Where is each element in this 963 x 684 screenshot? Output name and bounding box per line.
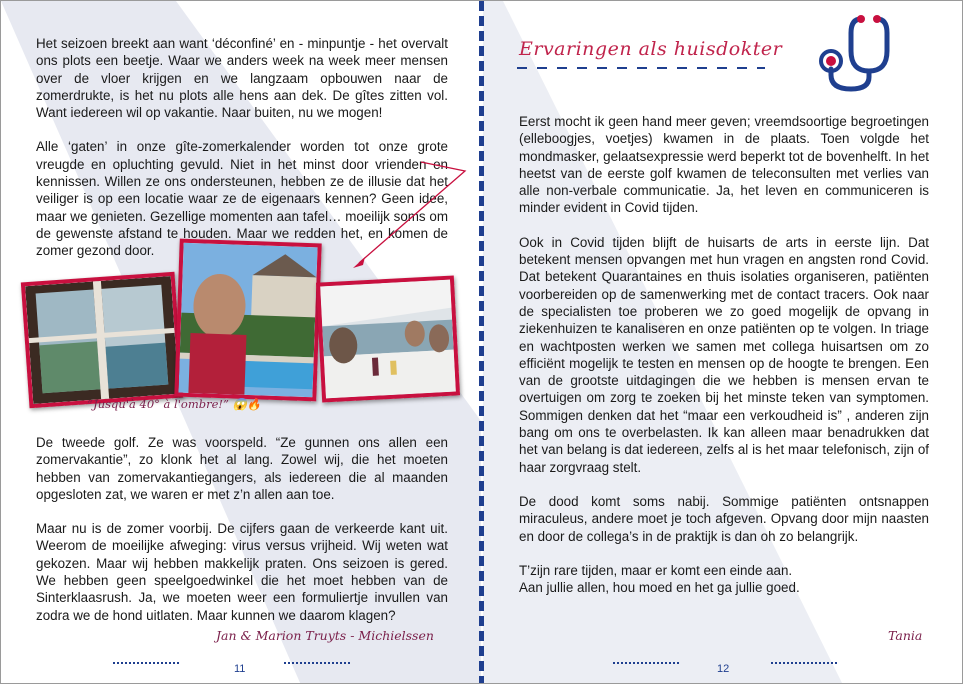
- page-number-dots-right-2: [771, 662, 837, 665]
- paragraph: Ook in Covid tijden blijft de huisarts de arts in eerste lijn. Dat betekent mensen opvangen met hun vragen en angsten rond Covid. Dat betekent Quarantaines en thuis isolaties organiseren, patiënten voorbereiden op de samenwerking met de contact tracers. Ook naar de specialisten toe proberen we zo goed mogelijk de opvang in ziekenhuizen te kanaliseren en onze patiënten op te volgen. In triage en wachtposten werken we samen met collega huisartsen om zo efficiënt mogelijk te testen en mensen op de hoogte te brengen. Een van de grootste uitdagingen die we hebben is mensen ervan te overtuigen om zorg te zoeken bij het minste teken van symptomen. Sommigen denken dat het “maar een verkoudheid is” , anderen zijn bang om ons te overbelasten. Ik kan alleen maar benadrukken dat het van belang is dat iedereen, zelfs al is het maar telefonisch, zijn of haar zorgvraag stelt.: [519, 234, 929, 475]
- paragraph: T’zijn rare tijden, maar er komt een einde aan. Aan jullie allen, hou moed en het ga jullie goed.: [519, 562, 800, 596]
- spine-dashes: [479, 1, 484, 684]
- left-signature: Jan & Marion Truyts - Michielssen: [216, 628, 434, 643]
- article-title: Ervaringen als huisdokter: [519, 38, 783, 60]
- paragraph: Maar nu is de zomer voorbij. De cijfers gaan de verkeerde kant uit. Weerom de moeilijke afweging: virus versus vrijheid. Wij weten wat gekozen. Maar wij hebben makkelijk praten. Ons seizoen is gered. We hebben geen speelgoedwinkel die het moet hebben van de Sinterklaasrush. Ja, we moeten weer een formuliertje invullen van zodra we de hond uitlaten. Maar kunnen we daarom klagen?: [36, 521, 448, 623]
- page-number-dots-left: [113, 662, 179, 665]
- left-page-bottom-text: [36, 434, 448, 641]
- photo-dinner-table: [316, 275, 460, 402]
- right-signature: Tania: [888, 628, 923, 643]
- page-number-dots-right: [613, 662, 679, 665]
- page-number-dots-left-2: [284, 662, 350, 665]
- page-number-right: 12: [717, 663, 730, 675]
- photo-selfie-house: [174, 239, 321, 402]
- paragraph: De tweede golf. Ze was voorspeld. “Ze gunnen ons allen een zomervakantie”, zo klonk het al lang. Zowel wij, die het moeten hebben van zomervakantiegangers, als iedereen die al maanden opgesloten zat, we waren er met z’n allen aan toe.: [36, 435, 448, 502]
- photo-window-pool: [21, 272, 183, 408]
- stethoscope-icon: [801, 11, 906, 96]
- title-underline: [517, 67, 765, 69]
- arrow-line: [341, 161, 471, 271]
- paragraph: Alle ‘gaten’ in onze gîte-zomerkalender worden tot onze grote vreugde en opluchting gevuld. Niet in het minst door vrienden en kennissen. Willen ze ons ondersteunen, hebben ze de illusie dat het veiliger is op een locatie waar ze de eigenaars kennen? Geen idee, maar we genieten. Gezellige momenten aan tafel… moeilijk soms om de gewenste afstand te houden. Maar we redden het, en komen de zomer gezond door.: [36, 139, 448, 259]
- paragraph: Het seizoen breekt aan want ‘déconfiné’ en - minpuntje - het overvalt ons plots een beetje. Waar we anders week na week meer mensen over de vloer krijgen en we langzaam opbouwen naar de zomerdrukte, is het nu plots alle hens aan dek. De gîtes zitten vol. Want iedereen wil op vakantie. Naar buiten, nu we mogen!: [36, 36, 448, 121]
- page-number-left: 11: [234, 663, 246, 675]
- right-page-text: [519, 113, 929, 613]
- paragraph: Eerst mocht ik geen hand meer geven; vreemdsoortige begroetingen (elleboogjes, voetjes) kwamen in de plaats. Toen volgde het mondmasker, gelaatsexpressie werd beperkt tot de bovenhelft. In het heetst van de eerste golf kwamen de teleconsulten met verlies van alle non-verbale communicatie. Ja, het leven en communiceren is minder evident in Covid tijden.: [519, 114, 929, 216]
- paragraph: De dood komt soms nabij. Sommige patiënten ontsnappen miraculeus, andere moet je toch afgeven. Opvang door mijn naasten en door de collega’s in de praktijk is dan oh zo belangrijk.: [519, 493, 929, 544]
- photo-caption: “Jusqu'à 40° à l'ombre!” 😱🔥: [87, 397, 262, 411]
